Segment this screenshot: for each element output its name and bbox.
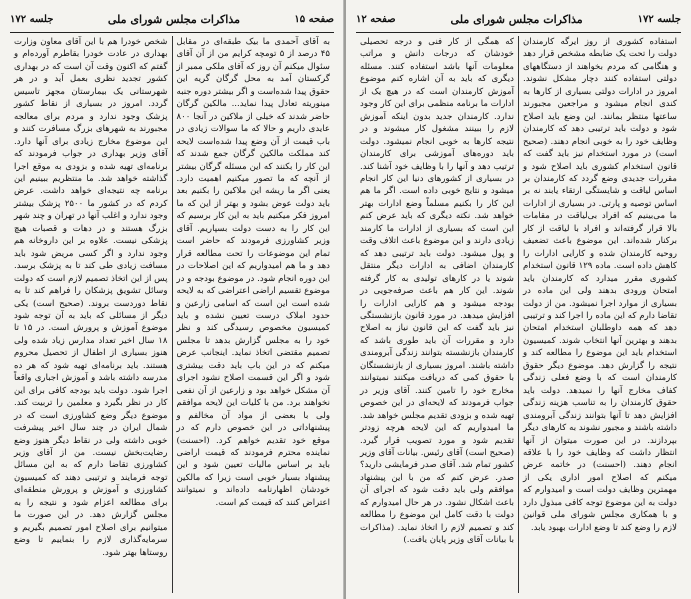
left-page-title: مذاکرات مجلس شورای ملی — [107, 12, 240, 26]
left-page-column-right-text: به آقای آحمدی ما بیک طبقه‌ای در مقابل ۴۵ درصد از ۵ تومچه کرایم من از آن آقای سئوال میکنم آن روز که آقای ملکی ممبر از گرکستان آمد به محل گرگان گریه این حقوق پیدا شده‌است و اگر بیشتر دوره جنبه مینوریته تعادل پیدا نماید... مالکین گرگان حاضر شدند که خیلی از ملاکین در آنجا ۸۰۰ عایدی داریم و حالا که ما سوالات زیادی در باب قیمت از آن وضع پیدا شده‌است لایحه کند مملکت مالکین گرگان جمع شدند که این کار را بکنند که این مسئله گرگان بیشتر از آنچه که ما تصور میکنیم اهمیت دارد. یعنی اگر ما ریشه این ملاکین را بکنیم بعد باید دولت عوض بشود و بهتر از این که ما امروز فکر میکنیم باید به این کار برسیم که این کار را به دست دولت بسپاریم. آقای وزیر کشاورزی فرمودند که حاضر است تمام این موضوعات را تحت مطالعه قرار دهد و ما هم امیدواریم که این اصلاحات در این دوره انجام شود. در موضوع بودجه و در موضوع تقسیم اراضی اعتراضی که به لایحه شده است این است که اسامی زارعین و حدود املاک درست تعیین نشده و باید کمیسیون مخصوص رسیدگی کند و نظر خود را به مجلس گزارش بدهد تا مجلس تصمیم مقتضی اتخاذ نماید. اینجانب عرض میکنم که در این باب باید دقت بیشتری شود و اگر این قسمت اصلاح نشود اجرای آن مشکل خواهد بود و زارعین از آن نفعی نخواهند برد. من با کلیات این لایحه موافقم ولی با بعضی از مواد آن مخالفم و پیشنهاداتی در این خصوص دارم که در موقع خود تقدیم خواهم کرد. (احسنت) نماینده محترم فرمودند که قیمت اراضی باید بر اساس مالیات تعیین شود و این پیشنهاد بسیار خوبی است زیرا که مالکین خودشان اظهارنامه داده‌اند و نمیتوانند اعتراض کنند که قیمت کم است. — [176, 37, 330, 508]
left-page-column-left — [10, 36, 172, 593]
left-page — [0, 0, 345, 599]
left-page-column-left-text: شخص خودرا هم با این آقای معاون وزارت بهداری در عادت خودرا بقاطرم آورده‌ام و گفتم که اکنون وقت آن است که در بهداری کشور تجدید نظری بعمل آید و در هر شهرستانی یک بیمارستان مجهز تاسیس گردد. امروز در بسیاری از نقاط کشور پزشک وجود ندارد و مردم برای معالجه مجبورند به شهرهای بزرگ مسافرت کنند و این موضوع مخارج زیادی برای آنها دارد. آقای وزیر بهداری در جواب فرمودند که برنامه‌ای تهیه شده و بزودی به موقع اجرا گذاشته خواهد شد. ما منتظریم ببینیم این برنامه چه نتیجه‌ای خواهد داشت. عرض کردم که در کشور ما ۲۵۰۰ پزشک بیشتر وجود ندارد و اغلب آنها در تهران و چند شهر بزرگ هستند و در دهات و قصبات هیچ پزشکی نیست. علاوه بر این داروخانه هم وجود ندارد و اگر کسی مریض شود باید مسافت زیادی طی کند تا به پزشک برسد. پس از این اتخاذ تصمیم لازم است که دولت وسائل تشویق پزشکان را فراهم کند تا به نقاط دوردست بروند. (صحیح است) یکی دیگر از مسائلی که باید به آن توجه شود موضوع آموزش و پرورش است. در ۱۵ تا ۱۸ سال اخیر تعداد مدارس زیاد شده ولی هنوز بسیاری از اطفال از تحصیل محروم هستند. باید برنامه‌ای تهیه شود که هر ده مدرسه داشته باشد و آموزش اجباری واقعاً اجرا شود. دولت باید بودجه کافی برای این کار در نظر بگیرد و معلمین را تربیت کند. موضوع دیگر وضع کشاورزی است که در شمال ایران در چند سال اخیر پیشرفت خوبی داشته ولی در نقاط دیگر هنوز وضع رضایت‌بخش نیست. من از آقای وزیر کشاورزی تقاضا دارم که به این مسائل توجه فرمایند و ترتیبی دهند که کمیسیون کشاورزی و آموزش و پرورش منطقه‌ای برای مطالعه اعزام شود و نتیجه را به مجلس گزارش دهد. در این صورت ما میتوانیم برای اصلاح امور تصمیم بگیریم و سرمایه‌گذاری لازم را بنماییم تا وضع روستاها بهتر شود. — [14, 37, 168, 558]
left-page-columns — [10, 36, 334, 593]
right-page-title: مذاکرات مجلس شورای ملی — [450, 12, 583, 26]
right-page-number: صفحه ۱۲ — [356, 13, 396, 25]
right-page-columns — [356, 36, 681, 593]
right-page-column-left — [356, 36, 518, 593]
left-page-column-right — [173, 36, 335, 593]
right-page-session: جلسه ۱۷۲ — [637, 13, 681, 25]
left-page-session: جلسه ۱۷۲ — [10, 13, 54, 25]
right-page-header — [356, 8, 681, 33]
right-page — [346, 0, 691, 599]
left-page-header — [10, 8, 334, 33]
right-page-column-left-text: که همگی از کار فنی و درجه تحصیلی خودشان که درجات دانش و مراتب معلومات آنها باشد استفاده کنند. مسئله دیگری که باید به آن اشاره کنم موضوع آموزش کارمندان است که در هیچ یک از ادارات ما برنامه منظمی برای این کار وجود ندارد. کارمندان جدید بدون اینکه آموزش لازم را ببینند مشغول کار میشوند و در نتیجه کارها به خوبی انجام نمیشود. دولت باید دوره‌های آموزشی برای کارمندان ترتیب دهد و آنها را با وظایف خود آشنا کند. در بسیاری از کشورهای دنیا این کار انجام میشود و نتایج خوبی داده است. اگر ما هم این کار را بکنیم مسلماً وضع ادارات بهتر خواهد شد. نکته دیگری که باید عرض کنم این است که بسیاری از ادارات ما کارمند زیادی دارند و این موضوع باعث اتلاف وقت و پول میشود. دولت باید ترتیبی دهد که کارمندان اضافی به ادارات دیگر منتقل شوند یا در کارهای تولیدی به کار گرفته شوند. این کار هم باعث صرفه‌جویی در بودجه میشود و هم کارایی ادارات را افزایش میدهد. در مورد قانون بازنشستگی نیز باید گفت که این قانون نیاز به اصلاح دارد و مقررات آن باید طوری باشد که کارمندان بازنشسته بتوانند زندگی آبرومندی داشته باشند. امروز بسیاری از بازنشستگان با حقوق کمی که دریافت میکنند نمیتوانند مخارج خود را تامین کنند. آقای وزیر در جواب فرمودند که لایحه‌ای در این خصوص تهیه شده و بزودی تقدیم مجلس خواهد شد. ما امیدواریم که این لایحه هرچه زودتر تقدیم شود و مورد تصویب قرار گیرد. (صحیح است) آقای رئیس. بیانات آقای وزیر کشور تمام شد. آقای صدر فرمایشی دارید؟ صدر. عرض کنم که من با این پیشنهاد موافقم ولی باید دقت شود که اجرای آن باعث اشکال نشود. در هر حال امیدوارم که دولت با دقت کامل این موضوع را مطالعه کند و تصمیم لازم را اتخاذ نماید. (مذاکرات با بیانات آقای وزیر پایان یافت.) — [360, 37, 514, 546]
left-page-number: صفحه ۱۵ — [294, 13, 334, 25]
right-page-column-right-text: استفاده کشوری از روز ایرگه کارمندان دولت را تحت یک ضابطه مشخص قرار دهد و هنگامی که مردم بخواهند از دستگاههای دولتی استفاده کنند دچار مشکل نشوند. امروز در ادارات دولتی بسیاری از کارها به کندی انجام میشود و مراجعین مجبورند ساعتها منتظر بمانند. این وضع باید اصلاح شود و دولت باید ترتیبی دهد که کارمندان وظایف خود را به خوبی انجام دهند. (صحیح است) در مورد استخدام نیز باید گفت که قانون استخدام کشوری باید اصلاح شود و مقررات جدیدی وضع گردد که کارمندان بر اساس لیاقت و شایستگی ارتقاء یابند نه بر اساس توصیه و پارتی. در بسیاری از ادارات ما می‌بینیم که افراد بی‌لیاقت در مقامات بالا قرار گرفته‌اند و افراد با لیاقت از کار برکنار شده‌اند. این موضوع باعث تضعیف روحیه کارمندان شده و کارایی ادارات را کاهش داده است. ماده ۱۲۹ قانون استخدام کشوری مقرر میدارد که کارمندان باید امتحان ورودی بدهند ولی این ماده در بسیاری از موارد اجرا نمیشود. من از دولت تقاضا دارم که این ماده را اجرا کند و ترتیبی دهد که همه داوطلبان استخدام امتحان بدهند و بهترین آنها انتخاب شوند. کمیسیون استخدام باید این موضوع را مطالعه کند و نتیجه را گزارش دهد. موضوع دیگر حقوق کارمندان است که با وضع فعلی زندگی کفاف مخارج آنها را نمیدهد. دولت باید حقوق کارمندان را به تناسب هزینه زندگی افزایش دهد تا آنها بتوانند زندگی آبرومندی داشته باشند و مجبور نشوند به کارهای دیگر بپردازند. در این صورت میتوان از آنها انتظار داشت که وظایف خود را با علاقه انجام دهند. (احسنت) در خاتمه عرض میکنم که اصلاح امور اداری یکی از مهمترین وظایف دولت است و امیدوارم که دولت به این موضوع توجه کافی مبذول دارد و با همکاری مجلس شورای ملی قوانین لازم را وضع کند تا وضع ادارات بهبود یابد. — [523, 37, 677, 533]
right-page-column-right — [519, 36, 681, 593]
